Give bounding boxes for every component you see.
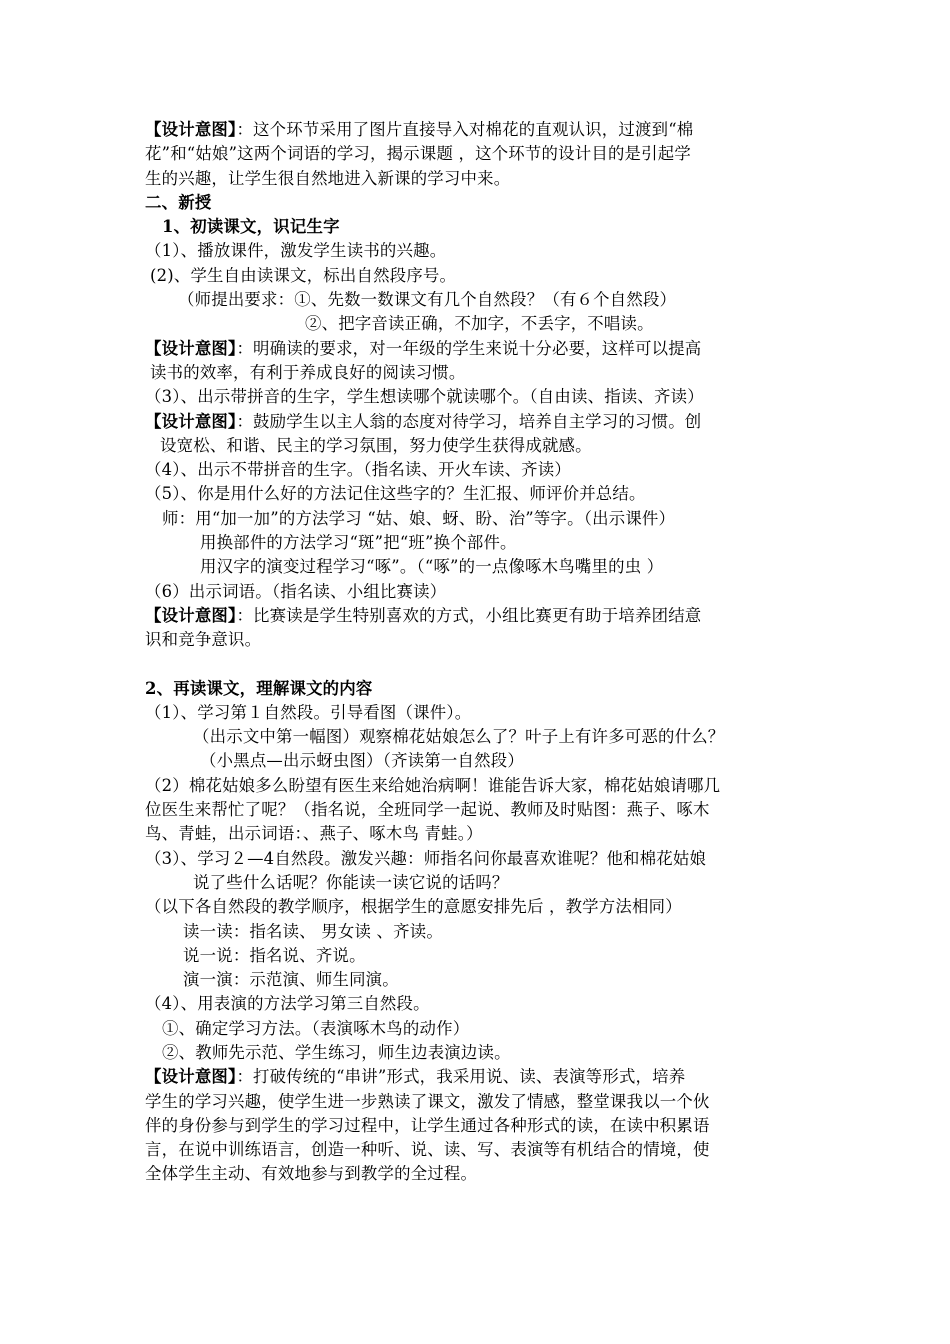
text-line: ：这个环节采用了图片直接导入对棉花的直观认识，过渡到“棉 xyxy=(236,120,694,139)
text-line: 花”和“姑娘”这两个词语的学习，揭示课题 ，这个环节的设计目的是引起学 xyxy=(145,144,691,164)
text-line: 读一读：指名读、 男女读 、齐读。 xyxy=(183,921,443,941)
text-line: （3）、出示带拼音的生字，学生想读哪个就读哪个。（自由读、指读、齐读） xyxy=(145,387,704,407)
text-line: 学生的学习兴趣，使学生进一步熟读了课文，激发了情感，整堂课我以一个伙 xyxy=(145,1091,710,1111)
text-line: （3）、学习２—4自然段。激发兴趣：师指名问你最喜欢谁呢？他和棉花姑娘 xyxy=(145,848,707,868)
text-line: （6）出示词语。（指名读、小组比赛读） xyxy=(145,581,447,601)
text-line: 全体学生主动、有效地参与到教学的全过程。 xyxy=(145,1164,478,1184)
text-line: 设宽松、和谐、民主的学习氛围，努力使学生获得成就感。 xyxy=(160,435,592,455)
text-line: （5）、你是用什么好的方法记住这些字的？生汇报、师评价并总结。 xyxy=(145,484,646,504)
text-line: 演一演：示范演、师生同演。 xyxy=(183,970,399,990)
text-line: 说了些什么话呢？你能读一读它说的话吗？ xyxy=(193,872,509,892)
text-line: （小黑点—出示蚜虫图）（齐读第一自然段） xyxy=(200,751,524,771)
text-line: （以下各自然段的教学顺序，根据学生的意愿安排先后 ，教学方法相同） xyxy=(145,897,682,917)
text-line: （师提出要求：①、先数一数课文有几个自然段？（有６个自然段） xyxy=(178,290,677,310)
design-intent-paragraph-3 xyxy=(0,410,950,434)
design-intent-label: 【设计意图】 xyxy=(145,411,237,431)
text-line: ②、把字音读正确，不加字，不丢字，不唱读。 xyxy=(305,314,654,334)
text-line: 师：用“加一加”的方法学习 “姑、娘、蚜、盼、治”等字。（出示课件） xyxy=(162,508,676,528)
text-line: 位医生来帮忙了呢？（指名说，全班同学一起说、教师及时贴图：燕子、啄木 xyxy=(145,800,710,820)
design-intent-label: 【设计意图】 xyxy=(145,605,237,625)
text-line: 言，在说中训练语言，创造一种听、说、读、写、表演等有机结合的情境，使 xyxy=(145,1140,710,1160)
design-intent-paragraph-4 xyxy=(0,604,950,628)
text-line: 用汉字的演变过程学习“啄”。（“啄”的一点像啄木鸟嘴里的虫 ） xyxy=(200,557,664,577)
design-intent-label: 【设计意图】 xyxy=(145,120,237,139)
section-heading: 二、新授 xyxy=(145,192,212,212)
text-line: ：明确读的要求，对一年级的学生来说十分必要，这样可以提高 xyxy=(236,338,702,358)
text-line: (2)、学生自由读课文，标出自然段序号。 xyxy=(150,265,457,285)
design-intent-label: 【设计意图】 xyxy=(145,338,237,358)
design-intent-label: 【设计意图】 xyxy=(145,1067,237,1087)
text-line: 读书的效率，有利于养成良好的阅读习惯。 xyxy=(150,362,466,382)
text-line: ：鼓励学生以主人翁的态度对待学习，培养自主学习的习惯。创 xyxy=(236,411,702,431)
design-intent-paragraph-1 xyxy=(0,118,950,142)
text-line: 说一说：指名说、齐说。 xyxy=(183,945,366,965)
blank-line xyxy=(0,653,950,677)
document-page xyxy=(0,118,950,1187)
subsection-heading: 1、初读课文，识记生字 xyxy=(162,217,340,237)
text-line: ②、教师先示范、学生练习，师生边表演边读。 xyxy=(162,1042,511,1062)
text-line: （1）、学习第１自然段。引导看图（课件）。 xyxy=(145,702,472,722)
text-line: 生的兴趣，让学生很自然地进入新课的学习中来。 xyxy=(145,168,511,188)
text-line: 用换部件的方法学习“斑”把“班”换个部件。 xyxy=(200,533,517,553)
text-line: ①、确定学习方法。（表演啄木鸟的动作） xyxy=(162,1018,470,1038)
text-line: ：打破传统的“串讲”形式，我采用说、读、表演等形式，培养 xyxy=(236,1067,686,1087)
design-intent-paragraph-2 xyxy=(0,337,950,361)
text-line: （2）棉花姑娘多么盼望有医生来给她治病啊！谁能告诉大家，棉花姑娘请哪几 xyxy=(145,775,721,795)
text-line: （4）、出示不带拼音的生字。（指名读、开火车读、齐读） xyxy=(145,460,571,480)
text-line: ：比赛读是学生特别喜欢的方式，小组比赛更有助于培养团结意 xyxy=(236,605,702,625)
design-intent-paragraph-5 xyxy=(0,1065,950,1089)
text-line: 鸟、青蛙，出示词语：、燕子、啄木鸟 青蛙。） xyxy=(145,824,483,844)
subsection-heading: 2、再读课文，理解课文的内容 xyxy=(145,678,373,698)
text-line: （1）、播放课件，激发学生读书的兴趣。 xyxy=(145,241,447,261)
text-line: （出示文中第一幅图）观察棉花姑娘怎么了？叶子上有许多可恶的什么？ xyxy=(193,727,725,747)
text-line: （4）、用表演的方法学习第三自然段。 xyxy=(145,994,430,1014)
text-line: 识和竞争意识。 xyxy=(145,630,262,650)
text-line: 伴的身份参与到学生的学习过程中，让学生通过各种形式的读，在读中积累语 xyxy=(145,1115,710,1135)
